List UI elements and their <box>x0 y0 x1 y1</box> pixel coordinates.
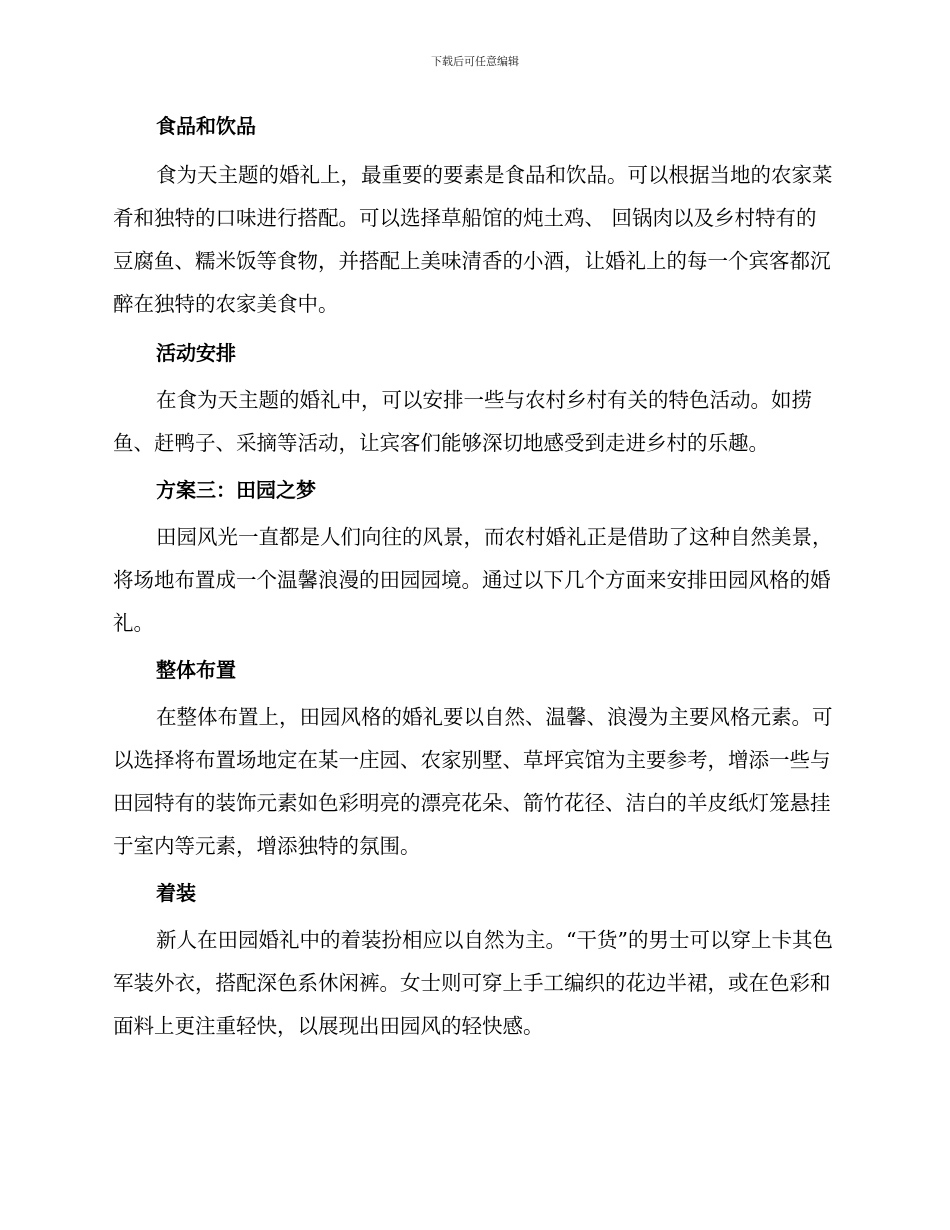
section-paragraph-food-drinks: 食为天主题的婚礼上，最重要的要素是食品和饮品。可以根据当地的农家菜肴和独特的口味进行搭配。可以选择草船馆的炖土鸡、 回锅肉以及乡村特有的豆腐鱼、糯米饭等食物，并搭配上美味清香的小酒，让婚礼上的每一个宾客都沉醉在独特的农家美食中。 <box>113 163 833 316</box>
page-header-note: 下载后可任意编辑 <box>431 55 519 68</box>
section-heading-overall-layout: 整体布置 <box>156 658 236 682</box>
section-paragraph-plan-three: 田园风光一直都是人们向往的风景，而农村婚礼正是借助了这种自然美景，将场地布置成一个温馨浪漫的田园园境。通过以下几个方面来安排田园风格的婚礼。 <box>113 525 833 635</box>
section-paragraph-attire: 新人在田园婚礼中的着装扮相应以自然为主。“干货”的男士可以穿上卡其色军装外衣，搭配深色系休闲裤。女士则可穿上手工编织的花边半裙，或在色彩和面料上更注重轻快，以展现出田园风的轻快感。 <box>113 928 833 1038</box>
document-body <box>113 110 833 1048</box>
section-paragraph-overall-layout: 在整体布置上，田园风格的婚礼要以自然、温馨、浪漫为主要风格元素。可以选择将布置场地定在某一庄园、农家别墅、草坪宾馆为主要参考，增添一些与田园特有的装饰元素如色彩明亮的漂亮花朵、箭竹花径、洁白的羊皮纸灯笼悬挂于室内等元素，增添独特的氛围。 <box>113 705 833 858</box>
section-paragraph-activities: 在食为天主题的婚礼中，可以安排一些与农村乡村有关的特色活动。如捞鱼、赶鸭子、采摘等活动，让宾客们能够深切地感受到走进乡村的乐趣。 <box>113 388 812 455</box>
section-heading-attire: 着装 <box>156 881 196 905</box>
section-heading-food-drinks: 食品和饮品 <box>156 114 256 138</box>
section-heading-activities: 活动安排 <box>156 341 236 365</box>
section-heading-plan-three: 方案三：田园之梦 <box>156 478 316 502</box>
